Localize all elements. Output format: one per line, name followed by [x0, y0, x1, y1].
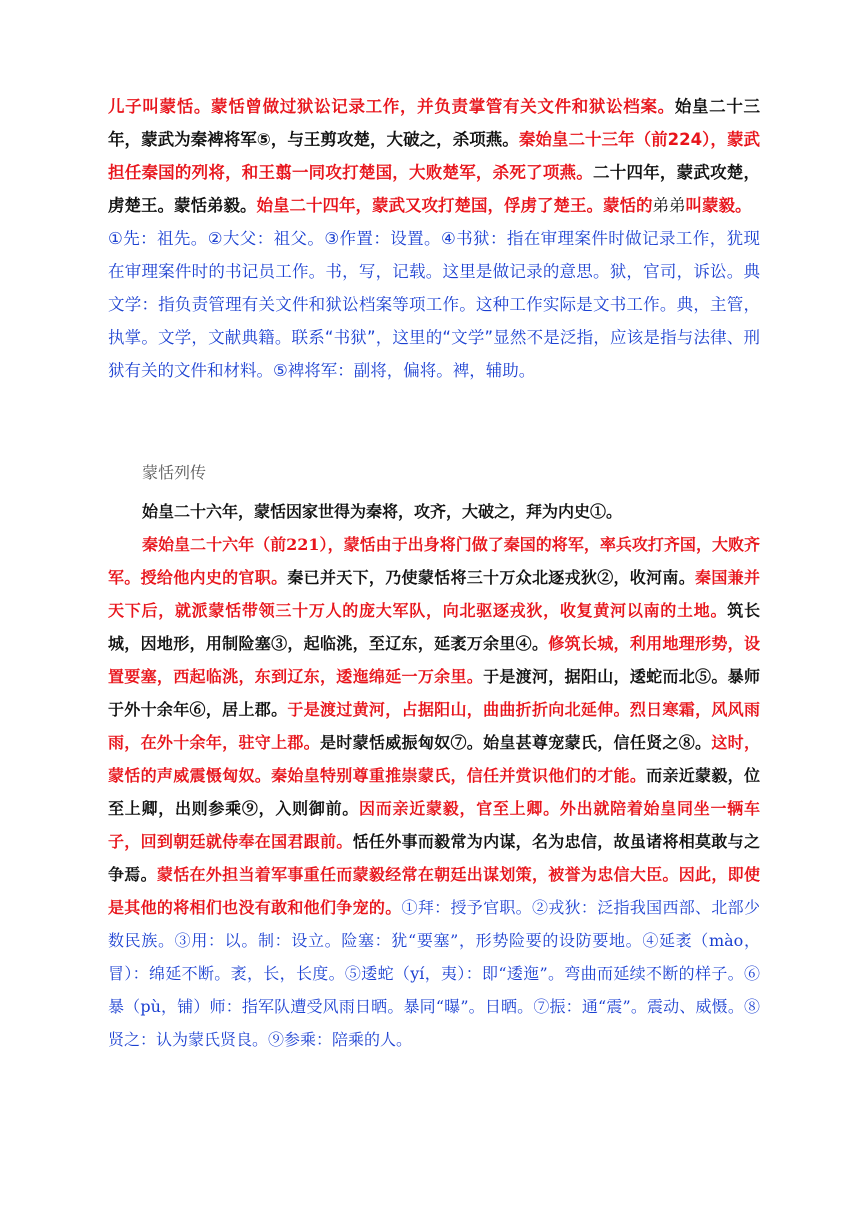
original-text: 二十四年，蒙武攻楚，虏楚王。蒙恬弟毅。 [108, 163, 761, 215]
section-2 [108, 456, 760, 1056]
annotation-notes: ①先：祖先。②大父：祖父。③作置：设置。④书狱：指在审理案件时做记录工作，犹现在审理案件时的书记员工作。书，写，记载。这里是做记录的意思。狱，官司，诉讼。典文学：指负责管理有关文件和狱讼档案等项工作。这种工作实际是文书工作。典，主管，执掌。文学，文献典籍。联系“书狱”，这里的“文学”显然不是泛指，应该是指与法律、刑狱有关的文件和材料。⑤裨将军：副将，偏将。裨，辅助。 [108, 229, 760, 380]
original-text: 始皇二十三年，蒙武为秦裨将军⑤，与王剪攻楚，大破之，杀项燕。 [108, 97, 761, 149]
section-1 [108, 90, 760, 387]
original-text: 于是渡河，据阳山，逶蛇而北⑤。暴师于外十余年⑥，居上郡。 [108, 667, 760, 719]
section-title: 蒙恬列传 [142, 463, 207, 482]
original-text: 筑长城，因地形，用制险塞③，起临洮，至辽东，延袤万余里④。 [108, 601, 760, 653]
original-text: 秦已并天下，乃使蒙恬将三十万众北逐戎狄②，收河南。 [287, 568, 696, 587]
translation-text: 这时，蒙恬的声威震慑匈奴。秦始皇特别尊重推崇蒙氏，信任并赏识他们的才能。 [108, 733, 760, 785]
first-line: 始皇二十六年，蒙恬因家世得为秦将，攻齐，大破之，拜为内史①。 [142, 502, 623, 521]
translation-text: 秦始皇二十三年（前224），蒙武担任秦国的列将，和王翦一同攻打楚国，大败楚军，杀死了项燕。 [108, 130, 760, 182]
paragraph-2 [108, 528, 760, 1056]
original-text: 恬任外事而毅常为内谋，名为忠信，故虽诸将相莫敢与之争焉。 [108, 832, 760, 884]
translation-text: 于是渡过黄河，占据阳山，曲曲折折向北延伸。烈日寒霜，风风雨雨，在外十余年，驻守上郡。 [108, 700, 760, 752]
paragraph-1 [108, 90, 760, 222]
plain-text: 弟弟 [652, 196, 686, 215]
translation-text: 秦始皇二十六年（前221），蒙恬由于出身将门做了秦国的将军，率兵攻打齐国，大败齐军。授给他内史的官职。 [108, 535, 760, 587]
translation-text: 修筑长城，利用地理形势，设置要塞，西起临洮，东到辽东，逶迤绵延一万余里。 [108, 634, 760, 686]
original-text: 而亲近蒙毅，位至上卿，出则参乘⑨，入则御前。 [108, 766, 760, 818]
translation-text: 秦国兼并天下后，就派蒙恬带领三十万人的庞大军队，向北驱逐戎狄，收复黄河以南的土地。 [108, 568, 760, 620]
translation-text: 儿子叫蒙恬。蒙恬曾做过狱讼记录工作，并负责掌管有关文件和狱讼档案。 [108, 97, 675, 116]
translation-text: 叫蒙毅。 [685, 196, 752, 215]
original-text: 是时蒙恬威振匈奴⑦。始皇甚尊宠蒙氏，信任贤之⑧。 [320, 733, 712, 752]
translation-text: 因而亲近蒙毅，官至上卿。外出就陪着始皇同坐一辆车子，回到朝廷就侍奉在国君跟前。 [108, 799, 760, 851]
annotation-notes: ①拜：授予官职。②戎狄：泛指我国西部、北部少数民族。③用：以。制：设立。险塞：犹“要塞”，形势险要的设防要地。④延袤（mào，冒）：绵延不断。袤，长，长度。⑤逶蛇（yí，夷）：即“逶迤”。弯曲而延续不断的样子。⑥暴（pù，铺）师：指军队遭受风雨日晒。暴同“曝”。日晒。⑦振：通“震”。震动、威慑。⑧贤之：认为蒙氏贤良。⑨参乘：陪乘的人。 [108, 898, 760, 1049]
translation-text: 蒙恬在外担当着军事重任而蒙毅经常在朝廷出谋划策，被誉为忠信大臣。因此，即使是其他的将相们也没有敢和他们争宠的。 [108, 865, 760, 917]
translation-text: 始皇二十四年，蒙武又攻打楚国，俘虏了楚王。蒙恬的 [256, 196, 653, 215]
